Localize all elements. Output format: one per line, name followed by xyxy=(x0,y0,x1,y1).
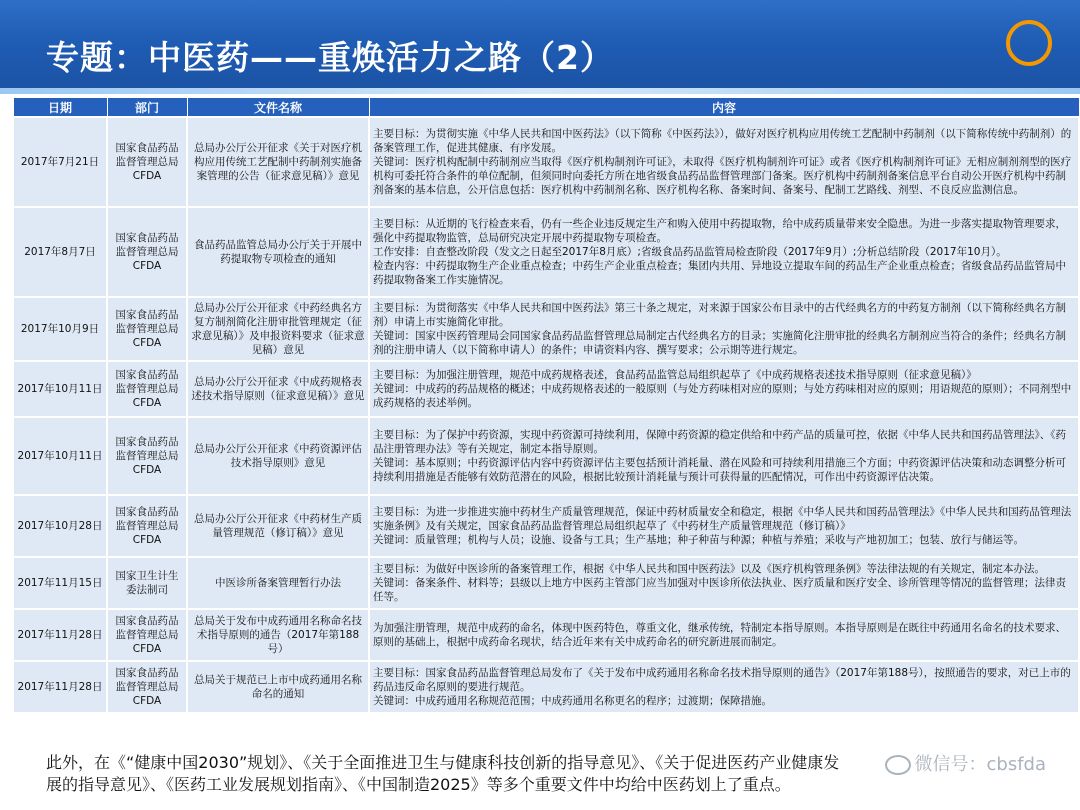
wechat-icon xyxy=(885,755,911,775)
cell-dept: 国家食品药品监督管理总局CFDA xyxy=(107,117,187,207)
cell-dept: 国家食品药品监督管理总局CFDA xyxy=(107,661,187,713)
table-row xyxy=(13,495,1079,557)
table-header-row xyxy=(13,98,1079,118)
content-paragraph: 主要目标：为进一步推进实施中药材生产质量管理规范，保证中药材质量安全和稳定，根据《中华人民共和国药品管理法》《中华人民共和国药品管理法实施条例》及有关规定，国家食品药品监督管理总局组织起草了《中药材生产质量管理规范（修订稿）》 xyxy=(373,506,1072,532)
header-date: 日期 xyxy=(13,98,107,118)
watermark xyxy=(885,750,1047,776)
cell-dept: 国家食品药品监督管理总局CFDA xyxy=(107,297,187,361)
cell-dept: 国家食品药品监督管理总局CFDA xyxy=(107,609,187,661)
table-row xyxy=(13,117,1079,207)
title-bar xyxy=(0,0,1080,94)
cell-content xyxy=(369,495,1079,557)
table-row xyxy=(13,661,1079,713)
header-content: 内容 xyxy=(369,98,1079,118)
page-title: 专题：中医药——重焕活力之路（2） xyxy=(46,38,614,77)
content-paragraph: 主要目标：为了保护中药资源，实现中药资源可持续利用，保障中药资源的稳定供给和中药产品的质量可控，依据《中华人民共和国药品管理法》、《药品注册管理办法》等有关规定，制定本指导原则。 xyxy=(373,429,1066,455)
cell-file: 总局办公厅公开征求《中药资源评估技术指导原则》意见 xyxy=(187,417,369,495)
cell-file: 总局办公厅公开征求《关于对医疗机构应用传统工艺配制中药制剂实施备案管理的公告（征求意见稿）》意见 xyxy=(187,117,369,207)
table-row xyxy=(13,297,1079,361)
content-paragraph: 为加强注册管理，规范中成药的命名，体现中医药特色，尊重文化，继承传统，特制定本指导原则。本指导原则是在既往中药通用名命名的技术要求、原则的基础上，根据中成药命名现状，结合近年来有关中成药命名的研究新进展而制定。 xyxy=(373,622,1066,648)
cell-file: 总局办公厅公开征求《中药材生产质量管理规范（修订稿）》意见 xyxy=(187,495,369,557)
watermark-text: 微信号：cbsfda xyxy=(914,754,1046,775)
content-paragraph: 主要目标：国家食品药品监督管理总局发布了《关于发布中成药通用名称命名技术指导原则的通告》（2017年第188号），按照通告的要求，对已上市的药品违反命名原则的要进行规范。 xyxy=(373,667,1071,693)
cell-file: 总局关于发布中成药通用名称命名技术指导原则的通告（2017年第188号） xyxy=(187,609,369,661)
cell-dept: 国家食品药品监督管理总局CFDA xyxy=(107,207,187,297)
header-file: 文件名称 xyxy=(187,98,369,118)
content-paragraph: 工作安排：自查整改阶段（发文之日起至2017年8月底）;省级食品药品监管局检查阶段（2017年9月）;分析总结阶段（2017年10月）。 xyxy=(373,246,1007,258)
content-paragraph: 关键词：质量管理；机构与人员；设施、设备与工具；生产基地；种子种苗与种源；种植与养殖；采收与产地初加工；包装、放行与储运等。 xyxy=(373,534,1024,546)
cell-dept: 国家卫生计生委法制司 xyxy=(107,557,187,609)
cell-date: 2017年10月11日 xyxy=(13,361,107,417)
policy-table xyxy=(12,97,1080,714)
cell-date: 2017年10月9日 xyxy=(13,297,107,361)
cell-date: 2017年11月28日 xyxy=(13,609,107,661)
cell-content xyxy=(369,609,1079,661)
cell-date: 2017年11月28日 xyxy=(13,661,107,713)
cell-file: 食品药品监管总局办公厅关于开展中药提取物专项检查的通知 xyxy=(187,207,369,297)
content-paragraph: 主要目标：为加强注册管理，规范中成药规格表述，食品药品监管总局组织起草了《中成药规格表述技术指导原则（征求意见稿）》 xyxy=(373,369,977,381)
cell-content xyxy=(369,117,1079,207)
cell-file: 总局办公厅公开征求《中成药规格表述技术指导原则（征求意见稿）》意见 xyxy=(187,361,369,417)
cell-dept: 国家食品药品监督管理总局CFDA xyxy=(107,361,187,417)
content-paragraph: 关键词：中成药通用名称规范范围；中成药通用名称更名的程序；过渡期；保障措施。 xyxy=(373,695,772,707)
cell-dept: 国家食品药品监督管理总局CFDA xyxy=(107,495,187,557)
footer-line-1: 此外，在《“健康中国2030”规划》、《关于全面推进卫生与健康科技创新的指导意见》、《关于促进医药产业健康发 xyxy=(46,753,840,772)
content-paragraph: 主要目标：从近期的飞行检查来看，仍有一些企业违反规定生产和购入使用中药提取物，给中成药质量带来安全隐患。为进一步落实提取物管理要求，强化中药提取物监管，总局研究决定开展中药提取物专项检查。 xyxy=(373,218,1066,244)
footer-line-2: 展的指导意见》、《医药工业发展规划指南》、《中国制造2025》等多个重要文件中均给中医药划上了重点。 xyxy=(46,775,791,794)
content-paragraph: 关键词：基本原则；中药资源评估内容中药资源评估主要包括预计消耗量、潜在风险和可持续利用措施三个方面；中药资源评估决策和动态调整分析可持续利用措施是否能够有效防范潜在的风险，根据比较预计消耗量与预计可获得量的匹配情况，可作出中药资源评估决策。 xyxy=(373,457,1066,483)
cell-date: 2017年7月21日 xyxy=(13,117,107,207)
header-dept: 部门 xyxy=(107,98,187,118)
table-row xyxy=(13,207,1079,297)
content-paragraph: 主要目标：为做好中医诊所的备案管理工作，根据《中华人民共和国中医药法》以及《医疗机构管理条例》等法律法规的有关规定，制定本办法。 xyxy=(373,563,1045,575)
table-row xyxy=(13,417,1079,495)
cell-content xyxy=(369,557,1079,609)
cell-date: 2017年8月7日 xyxy=(13,207,107,297)
cell-date: 2017年10月28日 xyxy=(13,495,107,557)
content-paragraph: 主要目标：为贯彻实施《中华人民共和国中医药法》（以下简称《中医药法》），做好对医疗机构应用传统工艺配制中药制剂（以下简称传统中药制剂）的备案管理工作，促进其健康、有序发展。 xyxy=(373,128,1072,154)
cell-file: 中医诊所备案管理暂行办法 xyxy=(187,557,369,609)
cell-date: 2017年10月11日 xyxy=(13,417,107,495)
cell-content xyxy=(369,417,1079,495)
cell-file: 总局办公厅公开征求《中药经典名方复方制剂简化注册审批管理规定（征求意见稿）》及申报资料要求（征求意见稿）意见 xyxy=(187,297,369,361)
cell-content xyxy=(369,661,1079,713)
cell-file: 总局关于规范已上市中成药通用名称命名的通知 xyxy=(187,661,369,713)
logo-icon xyxy=(1006,20,1052,66)
table-row xyxy=(13,361,1079,417)
content-paragraph: 主要目标：为贯彻落实《中华人民共和国中医药法》第三十条之规定，对来源于国家公布目录中的古代经典名方的中药复方制剂（以下简称经典名方制剂）申请上市实施简化审批。 xyxy=(373,302,1066,328)
cell-content xyxy=(369,297,1079,361)
content-paragraph: 关键词：医疗机构配制中药制剂应当取得《医疗机构制剂许可证》，未取得《医疗机构制剂许可证》或者《医疗机构制剂许可证》无相应制剂剂型的医疗机构可委托符合条件的单位配制，但须同时向委托方所在地省级食品药品监督管理部门备案。医疗机构中药制剂备案信息平台自动公开医疗机构中药制剂备案的基本信息，公开信息包括：医疗机构中药制剂名称、医疗机构名称、备案时间、备案号、配制工艺路线、剂型、不良反应监测信息。 xyxy=(373,156,1072,196)
content-paragraph: 关键词：备案条件、材料等；县级以上地方中医药主管部门应当加强对中医诊所依法执业、医疗质量和医疗安全、诊所管理等情况的监督管理；法律责任等。 xyxy=(373,577,1066,603)
cell-dept: 国家食品药品监督管理总局CFDA xyxy=(107,417,187,495)
content-paragraph: 关键词：国家中医药管理局会同国家食品药品监督管理总局制定古代经典名方的目录；实施简化注册审批的经典名方制剂应当符合的条件；经典名方制剂的注册申请人（以下简称申请人）的条件；申请资料内容、撰写要求；公示期等进行规定。 xyxy=(373,330,1066,356)
table-row xyxy=(13,609,1079,661)
content-paragraph: 检查内容：中药提取物生产企业重点检查；中药生产企业重点检查；集团内共用、异地设立提取车间的药品生产企业重点检查；省级食品药品监管局中药提取物备案工作实施情况。 xyxy=(373,260,1066,286)
cell-content xyxy=(369,361,1079,417)
content-paragraph: 关键词：中成药的药品规格的概述；中成药规格表述的一般原则（与处方药味相对应的原则；与处方药味相对应的原则；用语规范的原则）；不同剂型中成药规格的表述举例。 xyxy=(373,383,1072,409)
cell-date: 2017年11月15日 xyxy=(13,557,107,609)
table-row xyxy=(13,557,1079,609)
cell-content xyxy=(369,207,1079,297)
